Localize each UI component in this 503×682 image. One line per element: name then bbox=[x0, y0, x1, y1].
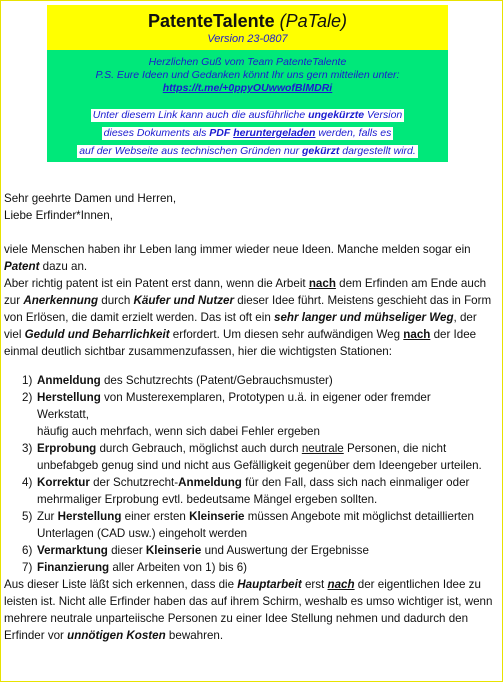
station-keyword: Korrektur bbox=[37, 476, 90, 489]
note-emphasis: ungekürzte bbox=[308, 109, 365, 121]
list-item bbox=[4, 542, 496, 559]
note-text: werden, falls es bbox=[315, 127, 392, 139]
station-text: Zur bbox=[37, 510, 58, 523]
list-item bbox=[4, 440, 496, 474]
emphasis: unnötigen Kosten bbox=[67, 629, 166, 642]
greeting bbox=[47, 56, 448, 95]
note-emphasis: PDF bbox=[209, 127, 231, 139]
download-note bbox=[102, 127, 394, 140]
text: dazu an. bbox=[39, 260, 88, 273]
station-keyword: Anmeldung bbox=[178, 476, 242, 489]
list-item bbox=[4, 372, 496, 389]
text: bewahren. bbox=[165, 629, 224, 642]
list-number: 2) bbox=[22, 391, 33, 404]
emphasis: sehr langer und mühseliger Weg bbox=[274, 311, 454, 324]
salutation-line: Liebe Erfinder*Innen, bbox=[4, 209, 113, 222]
station-keyword: Finanzierung bbox=[37, 561, 110, 574]
page-title bbox=[47, 11, 448, 31]
station-keyword: Kleinserie bbox=[145, 544, 202, 557]
station-text: für den Fall, dass sich nach einmaliger oder mehrmaliger Erprobung evtl. bedeutsame Mängel ergeben sollten. bbox=[37, 476, 470, 506]
download-note bbox=[77, 145, 418, 158]
greeting-line-1: Herzlichen Guß vom Team PatenteTalente bbox=[148, 56, 347, 68]
list-number: 6) bbox=[22, 544, 33, 557]
text: Aber richtig patent ist ein Patent erst dann, wenn die Arbeit bbox=[4, 277, 309, 290]
station-text: des Schutzrechts (Patent/Gebrauchsmuster) bbox=[100, 374, 333, 387]
emphasis: Patent bbox=[4, 260, 40, 273]
station-keyword: Kleinserie bbox=[189, 510, 245, 523]
list-item bbox=[4, 559, 496, 576]
title-banner bbox=[47, 5, 448, 50]
emphasis: Käufer und Nutzer bbox=[133, 294, 234, 307]
list-number: 1) bbox=[22, 374, 33, 387]
emphasis: Anerkennung bbox=[23, 294, 99, 307]
text: erst bbox=[301, 578, 328, 591]
station-emphasis: neutrale bbox=[301, 442, 344, 455]
station-text: der Schutzrecht- bbox=[89, 476, 179, 489]
text: viele Menschen haben ihr Leben lang immer wieder neue Ideen. Manche melden sogar ein bbox=[4, 243, 471, 256]
intro-paragraph-1 bbox=[4, 241, 496, 275]
text: der Idee einmal deutlich sichtbar zusammenzufassen, hier die wichtigsten Stationen: bbox=[4, 328, 477, 358]
text: , der viel bbox=[4, 311, 477, 341]
salutation-line: Sehr geehrte Damen und Herren, bbox=[4, 192, 177, 205]
text: Aus dieser Liste läßt sich erkennen, dass die bbox=[4, 578, 238, 591]
list-item bbox=[4, 508, 496, 542]
station-text: häufig auch mehrfach, wenn sich dabei Fehler ergeben bbox=[37, 425, 320, 438]
emphasis: Hauptarbeit bbox=[237, 578, 302, 591]
list-item bbox=[4, 474, 496, 508]
download-note bbox=[91, 109, 405, 122]
note-text: Version bbox=[364, 109, 403, 121]
list-number: 5) bbox=[22, 510, 33, 523]
note-text: dieses Dokuments als bbox=[103, 127, 210, 139]
text: dem Erfinden am Ende auch zur bbox=[4, 277, 487, 307]
text: erfordert. Um diesen sehr aufwändigen Weg bbox=[169, 328, 404, 341]
emphasis: nach bbox=[403, 328, 431, 341]
telegram-link[interactable]: https://t.me/+0ppyOUwwofBlMDRi bbox=[162, 82, 333, 94]
text: dieser Idee führt. Meistens geschieht das in Form von Erlösen, die damit erzielt werden. Das ist oft ein bbox=[4, 294, 492, 324]
station-keyword: Erprobung bbox=[37, 442, 97, 455]
station-keyword: Vermarktung bbox=[37, 544, 108, 557]
station-text: dieser bbox=[107, 544, 146, 557]
list-number: 7) bbox=[22, 561, 33, 574]
document-body bbox=[4, 190, 496, 644]
list-number: 4) bbox=[22, 476, 33, 489]
list-item bbox=[4, 389, 496, 440]
list-number: 3) bbox=[22, 442, 33, 455]
station-text: von Musterexemplaren, Prototypen u.ä. in eigener oder fremder Werkstatt, bbox=[37, 391, 431, 421]
note-text: auf der Webseite aus technischen Gründen nur bbox=[79, 145, 302, 157]
greeting-line-2: P.S. Eure Ideen und Gedanken könnt Ihr uns gern mitteilen unter: bbox=[95, 69, 400, 81]
emphasis: nach bbox=[308, 277, 336, 290]
closing-paragraph bbox=[4, 576, 496, 644]
station-text: einer ersten bbox=[121, 510, 190, 523]
text: der eigentlichen Idee zu leisten ist. Nicht alle Erfinder haben das auf ihrem Schirm, weshalb es umso wichtiger ist, wenn mehrere neutrale unparteiische Personen zu einer Idee Stellung nehmen und dadurch den Erfinder vor bbox=[4, 578, 493, 642]
station-keyword: Herstellung bbox=[57, 510, 122, 523]
stations-list bbox=[4, 372, 496, 576]
station-text: aller Arbeiten von 1) bis 6) bbox=[109, 561, 248, 574]
station-text: und Auswertung der Ergebnisse bbox=[201, 544, 369, 557]
title-abbreviation: (PaTale) bbox=[279, 11, 348, 31]
station-text: müssen Angebote mit möglichst detaillierten Unterlagen (CAD usw.) eingeholt werden bbox=[37, 510, 474, 540]
station-text: Personen, die nicht unbefabgeb genug sind und nicht aus Gefälligkeit gegenüber dem Ideengeber urteilen. bbox=[37, 442, 482, 472]
download-link[interactable]: heruntergeladen bbox=[233, 127, 316, 139]
emphasis: Geduld und Beharrlichkeit bbox=[24, 328, 170, 341]
text: durch bbox=[98, 294, 134, 307]
salutation bbox=[4, 190, 496, 224]
version-label: Version 23-0807 bbox=[207, 33, 288, 45]
title-main: PatenteTalente bbox=[147, 11, 275, 31]
station-keyword: Herstellung bbox=[37, 391, 101, 404]
note-text: Unter diesem Link kann auch die ausführliche bbox=[92, 109, 309, 121]
station-keyword: Anmeldung bbox=[37, 374, 101, 387]
intro-paragraph-2 bbox=[4, 275, 496, 360]
emphasis: nach bbox=[327, 578, 355, 591]
station-text: durch Gebrauch, möglichst auch durch bbox=[96, 442, 302, 455]
note-text: dargestellt wird. bbox=[339, 145, 416, 157]
info-banner bbox=[47, 50, 448, 162]
note-emphasis: gekürzt bbox=[301, 145, 340, 157]
